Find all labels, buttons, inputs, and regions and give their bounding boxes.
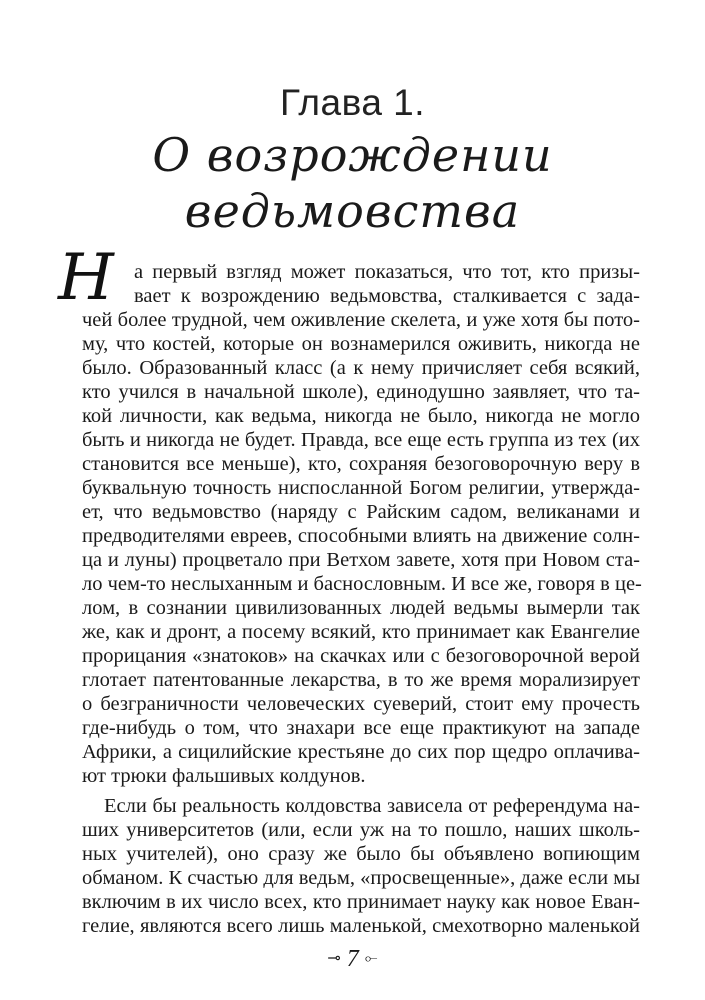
text-line: лом, в сознании цивилизованных людей ведьмы вымерли так <box>82 597 640 619</box>
text-line: быть и никогда не будет. Правда, все еще есть группа из тех (их <box>82 429 640 451</box>
page-number-footer <box>0 944 705 974</box>
drop-cap: Н <box>58 241 114 315</box>
text-line: ло чем-то неслыханным и баснословным. И все же, говоря в це- <box>82 573 642 595</box>
ornament-left-icon: ⊸ <box>327 950 341 967</box>
text-line: о безграничности человеческих суеверий, стоит ему прочесть <box>82 693 640 715</box>
text-line: а первый взгляд может показаться, что тот, кто призы- <box>134 261 640 283</box>
text-line: же, как и дронт, а посему всякий, кто принимает как Евангелие <box>82 621 640 643</box>
text-line: кто учился в начальной школе), единодушно заявляет, что та- <box>82 381 640 403</box>
text-line: включим в их число всех, кто принимает науку как новое Еван- <box>82 891 640 913</box>
ornament-right-icon: ⟜ <box>364 950 378 967</box>
text-line: прорицания «знатоков» на скачках или с безоговорочной верой <box>82 645 640 667</box>
text-line: буквальную точность ниспосланной Богом религии, утвержда- <box>82 477 640 499</box>
text-line: ет, что ведьмовство (наряду с Райским садом, великанами и <box>82 501 640 523</box>
text-line: глотает патентованные лекарства, в то же время морализирует <box>82 669 640 691</box>
text-line: Если бы реальность колдовства зависела от референдума на- <box>104 795 640 817</box>
text-line: чей более трудной, чем оживление скелета, и уже хотя бы пото- <box>82 309 640 331</box>
text-line: ших университетов (или, если уж на то пошло, наших школь- <box>82 819 640 841</box>
chapter-title-line-2: ведьмовства <box>184 184 521 238</box>
text-line: вает к возрождению ведьмовства, сталкивается с зада- <box>134 285 640 307</box>
chapter-title-line-1: О возрождении <box>152 128 553 182</box>
text-line: предводителями евреев, способными влиять на движение солн- <box>82 525 640 547</box>
text-line: кой личности, как ведьма, никогда не было, никогда не могло <box>82 405 640 427</box>
text-line: ца и луны) процветало при Ветхом завете, хотя при Новом ста- <box>82 549 640 571</box>
text-line: становится все меньше), кто, сохраняя безоговорочную веру в <box>82 453 640 475</box>
text-line: Африки, а сицилийские крестьяне до сих пор щедро оплачива- <box>82 741 640 763</box>
text-line: му, что костей, которые он вознамерился оживить, никогда не <box>82 333 640 355</box>
text-line: было. Образованный класс (а к нему причисляет себя всякий, <box>82 357 640 379</box>
page-number: 7 <box>346 946 359 972</box>
text-line: ют трюки фальшивых колдунов. <box>82 765 366 787</box>
chapter-label: Глава 1. <box>279 82 426 123</box>
text-line: ных учителей), оно сразу же было бы объявлено вопиющим <box>82 843 640 865</box>
text-line: где-нибудь о том, что знахари все еще практикуют на западе <box>82 717 640 739</box>
text-line: обманом. К счастью для ведьм, «просвещенные», даже если мы <box>82 867 640 889</box>
text-line: гелие, являются всего лишь маленькой, смехотворно маленькой <box>82 915 640 937</box>
